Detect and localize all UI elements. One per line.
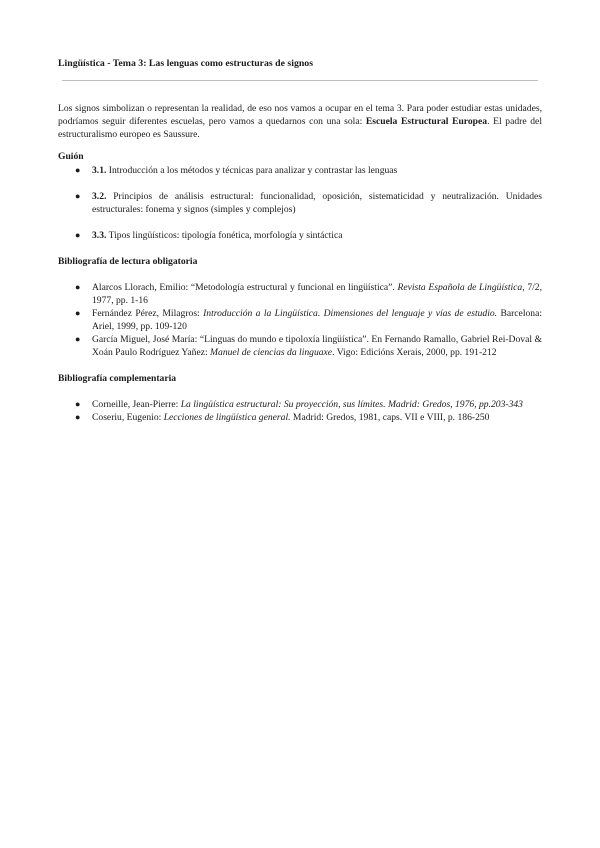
bullet-icon: ● (75, 191, 81, 201)
bibliografia-item (58, 333, 542, 359)
complementaria-item (58, 411, 542, 424)
reference-details: , 7/2, 1977, pp. 1-16 (92, 282, 542, 306)
bibliografia-heading: Bibliografía de lectura obligatoria (58, 256, 198, 267)
bullet-icon: ● (75, 230, 81, 240)
guion-heading: Guión (58, 151, 84, 162)
guion-item-text: Tipos lingüísticos: tipología fonética, morfología y sintáctica (106, 230, 343, 241)
guion-item-text: Principios de análisis estructural: funcionalidad, oposición, sistematicidad y neutralización. Unidades estructurales: fonema y signos (simples y complejos) (92, 191, 542, 215)
reference-details: Barcelona: Ariel, 1999, pp. 109-120 (92, 308, 543, 332)
guion-item-number: 3.1. (92, 165, 107, 176)
bullet-icon: ● (75, 282, 81, 292)
reference-author: Corneille, Jean-Pierre: (92, 399, 181, 410)
reference-details: Madrid: Gredos, 1981, caps. VII e VIII, p. 186-250 (290, 412, 490, 423)
reference-title: Manuel de ciencias da linguaxe (210, 347, 333, 358)
intro-text-end: . El padre del estructuralismo europeo es Saussure. (58, 116, 542, 140)
reference-title: Introducción a la Lingüística. Dimensiones del lenguaje y vías de estudio. (203, 308, 498, 319)
bullet-icon: ● (75, 165, 81, 175)
title-divider (62, 80, 538, 81)
guion-item (58, 164, 542, 177)
bullet-icon: ● (75, 399, 81, 409)
guion-list (58, 164, 542, 242)
intro-paragraph (58, 102, 542, 141)
reference-title: Lecciones de lingüística general. (163, 412, 291, 423)
bibliografia-list (58, 281, 542, 359)
complementaria-list (58, 398, 542, 424)
reference-details: . Vigo: Edicións Xerais, 2000, pp. 191-212 (332, 347, 497, 358)
document-content (58, 57, 542, 424)
guion-item (58, 229, 542, 242)
bullet-icon: ● (75, 334, 81, 344)
reference-author: García Miguel, José María: “Linguas do mundo e tipoloxía lingüística”. En Fernando Ramallo, Gabriel Rei-Doval & Xoán Paulo Rodríguez Yañez: (92, 334, 542, 358)
guion-item-text: Introducción a los métodos y técnicas para analizar y contrastar las lenguas (106, 165, 398, 176)
complementaria-item (58, 398, 542, 411)
reference-author: Fernández Pérez, Milagros: (92, 308, 204, 319)
guion-item (58, 190, 542, 216)
guion-item-number: 3.3. (92, 230, 107, 241)
guion-item-number: 3.2. (92, 191, 107, 202)
complementaria-heading: Bibliografía complementaria (58, 373, 177, 384)
reference-author: Alarcos Llorach, Emilio: “Metodología estructural y funcional en lingüística”. (92, 282, 398, 293)
page-title: Lingüística - Tema 3: Las lenguas como estructuras de signos (58, 58, 314, 69)
reference-title: Revista Española de Lingüística (397, 282, 523, 293)
reference-title: La lingüística estructural: Su proyección, sus límites. Madrid: Gredos, 1976, pp.203-343 (180, 399, 523, 410)
reference-author: Coseriu, Eugenio: (92, 412, 164, 423)
bullet-icon: ● (75, 308, 81, 318)
bibliografia-item (58, 281, 542, 307)
bullet-icon: ● (75, 412, 81, 422)
bibliografia-item (58, 307, 542, 333)
intro-text: Los signos simbolizan o representan la realidad, de eso nos vamos a ocupar en el tema 3. Para poder estudiar estas unidades, podríamos seguir diferentes escuelas, pero vamos a quedarnos con una sola: (58, 103, 542, 127)
intro-bold: Escuela Estructural Europea (365, 116, 488, 127)
